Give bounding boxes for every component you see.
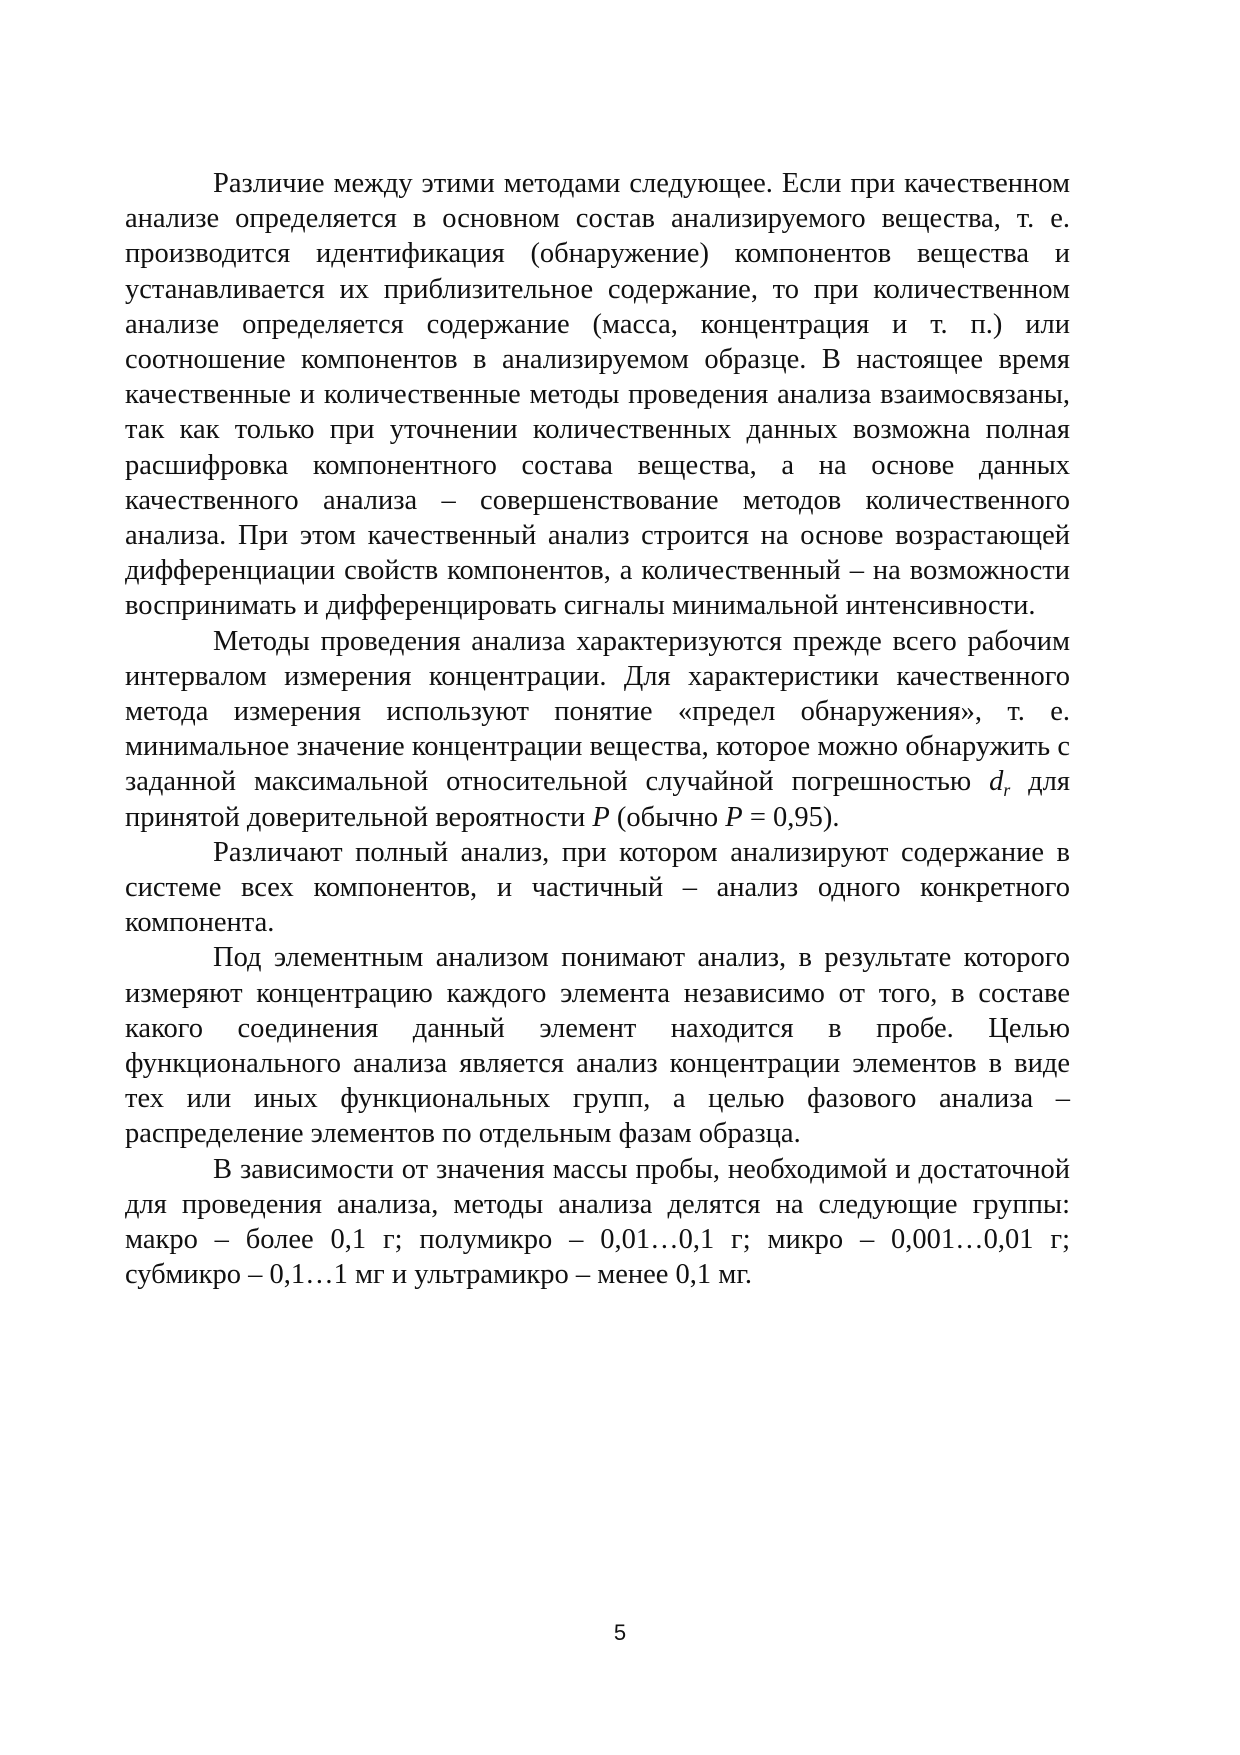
- paragraph-elemental-analysis: Под элементным анализом понимают анализ, в результате которого измеряют концентрацию каждого элемента независимо от того, в составе какого соединения данный элемент находится в пробе. Целью функционального анализа является анализ концентрации элементов в виде тех или иных функциональных групп, а целью фазового анализа – распределение элементов по отдельным фазам образца.: [125, 942, 1070, 1150]
- paragraph-methods-difference: Различие между этими методами следующее. Если при качественном анализе определяется в основном состав анализируемого вещества, т. е. производится идентификация (обнаружение) компонентов вещества и устанавливается их приблизительное содержание, то при количественном анализе определяется содержание (масса, концентрация и т. п.) или соотношение компонентов в анализируемом образце. В настоящее время качественные и количественные методы проведения анализа взаимосвязаны, так как только при уточнении количественных данных возможна полная расшифровка компонентного состава вещества, а на основе данных качественного анализа – совершенствование методов количественного анализа. При этом качественный анализ строится на основе возрастающей дифференциации свойств компонентов, а количественный – на возможности воспринимать и дифференцировать сигналы минимальной интенсивности.: [125, 168, 1070, 622]
- paragraph-sample-mass-groups: В зависимости от значения массы пробы, необходимой и достаточной для проведения анализа, методы анализа делятся на следующие группы: макро – более 0,1 г; полумикро – 0,01…0,1 г; микро – 0,001…0,01 г; субмикро – 0,1…1 мг и ультрамикро – менее 0,1 мг.: [125, 1153, 1070, 1291]
- relative-error-symbol: [989, 766, 1011, 801]
- paragraph-detection-limit-text-1: Методы проведения анализа характеризуются прежде всего рабочим интервалом измерения концентрации. Для характеристики качественного метода измерения используют понятие «предел обнаружения», т. е. минимальное значение концентрации вещества, которое можно обнаружить с заданной максимальной относительной случайной погрешностью: [125, 625, 1070, 798]
- paragraph-full-partial-analysis: Различают полный анализ, при котором анализируют содержание в системе всех компонентов, и частичный – анализ одного конкретного компонента.: [125, 836, 1070, 939]
- probability-symbol: P: [592, 801, 610, 833]
- paragraph-detection-limit-text-2: для принятой доверительной вероятности: [125, 766, 1070, 833]
- probability-symbol-value: P: [725, 801, 743, 833]
- relative-error-letter: d: [989, 766, 1004, 798]
- page-number: 5: [613, 1620, 627, 1645]
- paragraph-detection-limit-text-3: (обычно: [609, 801, 726, 833]
- document-page: [125, 166, 1070, 1293]
- relative-error-subscript: r: [1003, 780, 1011, 801]
- paragraph-detection-limit-text-4: = 0,95).: [742, 801, 840, 833]
- paragraph-detection-limit: [125, 624, 1070, 835]
